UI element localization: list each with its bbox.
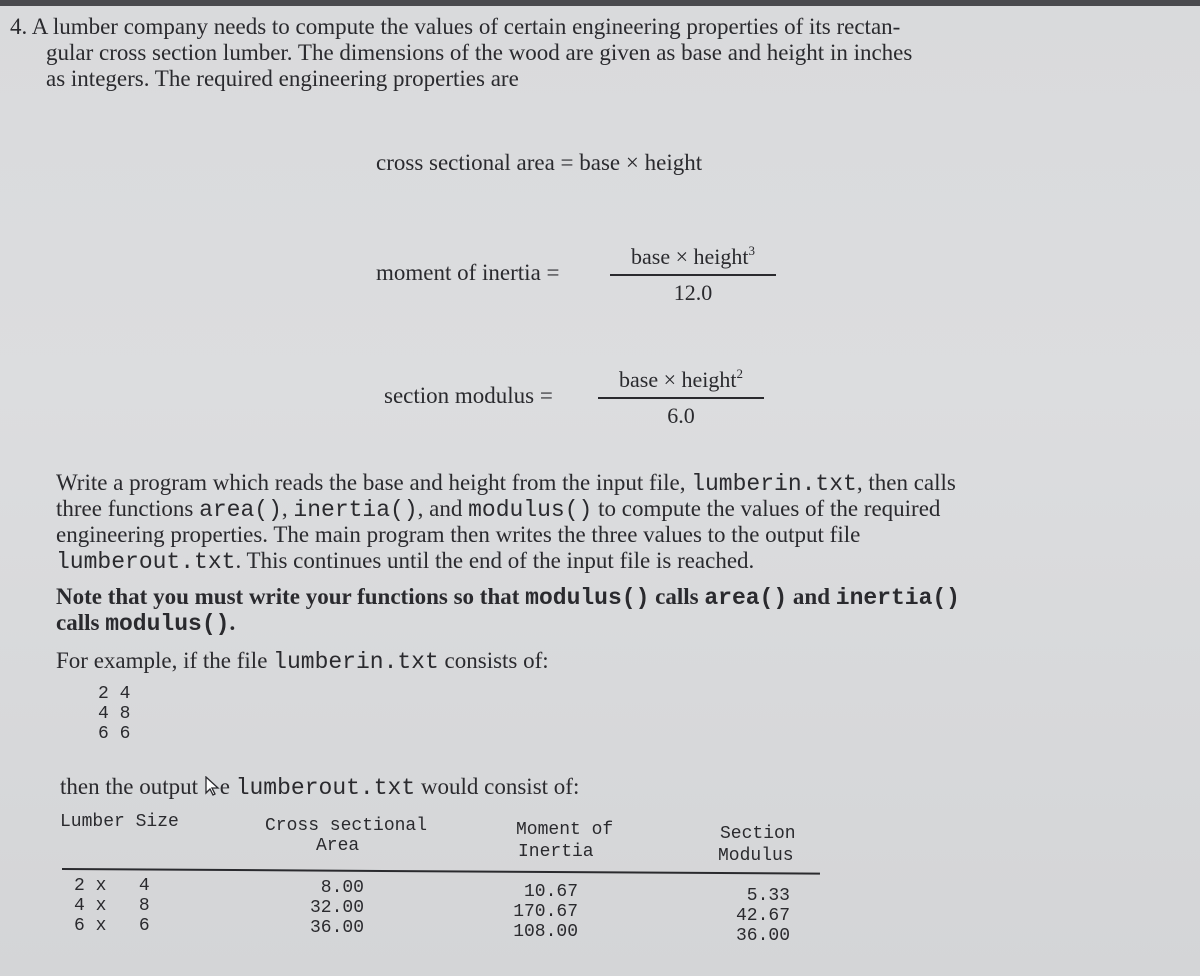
modulus-value: 36.00 — [735, 926, 790, 946]
size-column — [74, 876, 150, 936]
modulus-fraction — [598, 367, 764, 429]
header-modulus-2: Modulus — [718, 846, 794, 866]
instructions-line-1: Write a program which reads the base and height from the input file, lumberin.txt, then calls — [56, 470, 956, 497]
inertia-numerator: base × height$^3$ — [610, 244, 776, 276]
modulus-denominator: 6.0 — [667, 403, 695, 428]
input-file-listing — [98, 684, 130, 744]
table-row: 2 x 4 — [74, 876, 150, 896]
header-area-1: Cross sectional — [265, 816, 428, 836]
problem-line-2: gular cross section lumber. The dimensions of the wood are given as base and height in inches — [46, 40, 913, 65]
example-output-intro: then the output e lumberout.txt would consist of: — [60, 774, 580, 801]
modulus-value: 42.67 — [735, 906, 790, 926]
header-inertia-1: Moment of — [516, 820, 614, 840]
area-column — [302, 878, 364, 938]
area-value: 32.00 — [309, 898, 364, 918]
table-header-rule — [62, 868, 820, 875]
inertia-fraction — [610, 244, 776, 306]
table-row: 4 x 8 — [74, 896, 150, 916]
header-inertia-2: Inertia — [518, 842, 594, 862]
inertia-value: 108.00 — [513, 922, 578, 942]
modulus-label: section modulus = — [384, 383, 553, 408]
instructions-line-2: three functions area(), inertia(), and modulus() to compute the values of the required — [56, 496, 941, 523]
modulus-value: 5.33 — [746, 886, 790, 906]
inertia-value: 10.67 — [523, 882, 578, 902]
input-line: 4 8 — [98, 704, 131, 724]
area-value: 36.00 — [309, 918, 364, 938]
inertia-value: 170.67 — [513, 902, 578, 922]
inertia-column — [504, 882, 578, 942]
page-top-edge — [0, 0, 1200, 6]
header-modulus-1: Section — [720, 824, 796, 844]
problem-line-1: 4. A lumber company needs to compute the values of certain engineering properties of its rectan- — [10, 14, 901, 39]
input-line: 6 6 — [98, 724, 131, 744]
area-formula: cross sectional area = base × height — [376, 150, 703, 175]
header-area-2: Area — [316, 836, 360, 856]
modulus-column — [728, 886, 790, 946]
header-lumber-size: Lumber Size — [60, 812, 179, 832]
inertia-denominator: 12.0 — [673, 280, 713, 305]
instructions-line-4: lumberout.txt. This continues until the end of the input file is reached. — [56, 548, 755, 575]
instructions-line-3: engineering properties. The main program then writes the three values to the output file — [56, 522, 861, 547]
inertia-label: moment of inertia = — [376, 260, 560, 285]
table-row: 6 x 6 — [74, 916, 150, 936]
note-line-1: Note that you must write your functions so that modulus() calls area() and inertia() — [56, 584, 960, 611]
input-line: 2 4 — [98, 684, 131, 704]
cursor-icon — [204, 776, 220, 802]
example-intro: For example, if the file lumberin.txt consists of: — [56, 648, 549, 675]
problem-line-3: as integers. The required engineering properties are — [46, 66, 519, 91]
note-line-2: calls modulus(). — [56, 610, 236, 637]
area-value: 8.00 — [320, 878, 364, 898]
modulus-numerator: base × height$^2$ — [598, 367, 764, 399]
